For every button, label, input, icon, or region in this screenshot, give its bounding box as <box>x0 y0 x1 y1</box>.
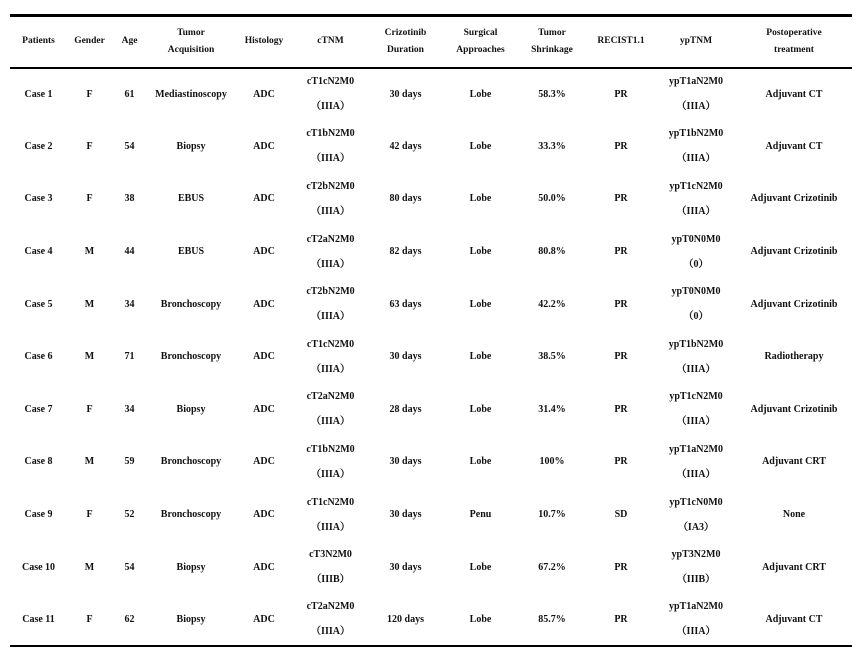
cell-gender: F <box>86 193 93 205</box>
cell-age: 52 <box>124 509 135 521</box>
cell-ctnm-code: cT2bN2M0 <box>306 286 355 298</box>
table-header <box>10 16 852 68</box>
cell-ctnm-code: cT1bN2M0 <box>306 128 355 140</box>
cell-postoperative-treatment: Adjuvant Crizotinib <box>750 246 838 258</box>
cell-postoperative-treatment: Adjuvant CT <box>765 88 823 100</box>
header-line: ypTNM <box>679 36 713 47</box>
cell-ctnm-code: cT2aN2M0 <box>306 391 355 403</box>
header-line: Surgical <box>463 27 498 38</box>
cell-gender: F <box>86 509 93 521</box>
cell-ctnm-code: cT2bN2M0 <box>306 180 355 192</box>
header-histology <box>235 16 293 68</box>
header-line: Duration <box>387 44 424 55</box>
cell-gender: F <box>86 140 93 152</box>
cell-recist: PR <box>614 403 628 415</box>
cell-postoperative-treatment: None <box>782 509 806 521</box>
cell-yptnm-code: ypT1aN2M0 <box>669 601 723 613</box>
cell-crizotinib-duration: 80 days <box>389 193 422 205</box>
cell-yptnm-stage: （IIIA） <box>676 205 716 217</box>
cell-yptnm-stage: （IIIA） <box>676 153 716 165</box>
cell-yptnm-stage: （IIIB） <box>676 574 716 586</box>
header-line: Approaches <box>456 44 505 55</box>
cell-yptnm-stage: （IIIA） <box>676 468 716 480</box>
cell-surgical-approach: Lobe <box>469 140 492 152</box>
cell-patient: Case 10 <box>21 561 56 573</box>
header-line: Crizotinib <box>384 27 427 38</box>
cell-gender: M <box>84 246 95 258</box>
header-line: RECIST1.1 <box>597 36 645 47</box>
table-row <box>10 541 852 594</box>
header-line: Gender <box>74 36 105 47</box>
cell-recist: PR <box>614 351 628 363</box>
header-line: cTNM <box>317 36 344 47</box>
cell-recist: PR <box>586 593 656 646</box>
cell-ctnm-stage: （IIIA） <box>311 101 350 113</box>
cell-recist: PR <box>614 193 628 205</box>
header-ctnm <box>293 16 368 68</box>
cell-tumor-acquisition: Biopsy <box>176 140 206 152</box>
cell-postoperative-treatment: Adjuvant Crizotinib <box>750 298 838 310</box>
cell-ctnm <box>293 330 368 383</box>
cell-patient: Case 1 <box>24 88 53 100</box>
cell-yptnm-code: ypT1aN2M0 <box>669 443 723 455</box>
header-line: Postoperative <box>766 27 822 38</box>
header-postoperative-treatment <box>736 16 852 68</box>
cell-surgical-approach: Lobe <box>469 403 492 415</box>
cell-surgical-approach: Penu <box>469 509 492 521</box>
table-row <box>10 173 852 226</box>
cell-ctnm <box>293 541 368 594</box>
cell-gender: M <box>84 456 95 468</box>
cell-tumor-acquisition: Bronchoscopy <box>160 509 222 521</box>
cell-yptnm-code: ypT1bN2M0 <box>668 128 724 140</box>
cell-postoperative-treatment: Adjuvant CRT <box>762 561 826 573</box>
cell-age: 38 <box>124 193 135 205</box>
cell-histology: ADC <box>253 193 275 205</box>
cell-recist: PR <box>614 456 628 468</box>
cell-yptnm-code: ypT0N0M0 <box>671 286 721 298</box>
cell-surgical-approach: Lobe <box>469 193 492 205</box>
cell-yptnm-code: ypT1cN2M0 <box>669 180 723 192</box>
header-row <box>10 16 852 68</box>
cell-tumor-shrinkage: 10.7% <box>538 509 566 521</box>
header-line: Age <box>121 36 138 47</box>
cell-ctnm-code: cT1bN2M0 <box>306 443 355 455</box>
cell-tumor-shrinkage: 100% <box>539 456 565 468</box>
cell-surgical-approach: Lobe <box>469 88 492 100</box>
cell-yptnm <box>656 436 736 489</box>
cell-gender: M <box>84 298 95 310</box>
table-row <box>10 330 852 383</box>
cell-histology: ADC <box>253 403 275 415</box>
header-yptnm <box>656 16 736 68</box>
cell-patient: Case 11 <box>10 593 67 646</box>
cell-yptnm-code: ypT1bN2M0 <box>668 338 724 350</box>
cell-recist: PR <box>614 88 628 100</box>
cell-yptnm <box>656 488 736 541</box>
cell-age: 62 <box>112 593 147 646</box>
cell-yptnm <box>656 593 736 646</box>
cell-crizotinib-duration: 30 days <box>389 88 422 100</box>
cell-yptnm <box>656 383 736 436</box>
cell-ctnm-stage: （IIIA） <box>311 311 350 323</box>
cell-crizotinib-duration: 63 days <box>389 298 422 310</box>
cell-crizotinib-duration: 28 days <box>389 403 422 415</box>
cell-yptnm <box>656 120 736 173</box>
cell-tumor-acquisition: Bronchoscopy <box>160 351 222 363</box>
header-recist <box>586 16 656 68</box>
cell-age: 54 <box>124 140 135 152</box>
cell-yptnm-stage: （0） <box>683 311 709 323</box>
header-line: Tumor <box>538 27 566 38</box>
cell-tumor-acquisition: Bronchoscopy <box>160 456 222 468</box>
cell-ctnm-stage: （IIIA） <box>311 626 350 638</box>
header-line: treatment <box>774 44 814 55</box>
cell-ctnm-code: cT1cN2M0 <box>306 496 355 508</box>
cell-ctnm <box>293 120 368 173</box>
table-row <box>10 488 852 541</box>
cell-crizotinib-duration: 30 days <box>389 456 422 468</box>
cell-tumor-acquisition: Mediastinoscopy <box>155 88 227 100</box>
cell-recist: SD <box>614 509 628 521</box>
cell-postoperative-treatment: Adjuvant CT <box>765 140 823 152</box>
cell-ctnm <box>293 383 368 436</box>
cell-age: 61 <box>124 88 135 100</box>
cell-ctnm-stage: （IIIB） <box>311 574 350 586</box>
header-line: Acquisition <box>167 44 215 55</box>
cell-histology: ADC <box>235 593 293 646</box>
cell-crizotinib-duration: 30 days <box>389 509 422 521</box>
cell-histology: ADC <box>253 298 275 310</box>
cell-tumor-shrinkage: 33.3% <box>538 140 566 152</box>
cell-yptnm <box>656 278 736 331</box>
cell-crizotinib-duration: 120 days <box>368 593 443 646</box>
cell-gender: M <box>84 561 95 573</box>
cell-ctnm-code: cT1cN2M0 <box>306 76 355 88</box>
cell-postoperative-treatment: Adjuvant CT <box>736 593 852 646</box>
cell-histology: ADC <box>253 246 275 258</box>
cell-yptnm <box>656 173 736 226</box>
cell-yptnm-stage: （0） <box>683 258 709 270</box>
cell-gender: F <box>67 593 112 646</box>
cell-surgical-approach: Lobe <box>469 246 492 258</box>
cell-age: 59 <box>124 456 135 468</box>
header-surgical-approaches <box>443 16 518 68</box>
cell-postoperative-treatment: Adjuvant Crizotinib <box>750 403 838 415</box>
cell-tumor-shrinkage: 58.3% <box>538 88 566 100</box>
cell-patient: Case 2 <box>24 140 53 152</box>
header-line: Histology <box>244 36 284 47</box>
cell-ctnm-stage: （IIIA） <box>311 258 350 270</box>
cell-patient: Case 4 <box>24 246 53 258</box>
header-gender <box>67 16 112 68</box>
cell-age: 44 <box>124 246 135 258</box>
cell-ctnm-stage: （IIIA） <box>311 205 350 217</box>
table-row <box>10 436 852 489</box>
table-body <box>10 68 852 647</box>
cell-tumor-acquisition: Biopsy <box>176 561 206 573</box>
cell-recist: PR <box>614 140 628 152</box>
cell-yptnm-stage: （IIIA） <box>676 416 716 428</box>
cell-patient: Case 7 <box>24 403 53 415</box>
cell-yptnm-code: ypT1cN0M0 <box>669 496 723 508</box>
header-line: Patients <box>22 36 55 47</box>
cell-histology: ADC <box>253 140 275 152</box>
table-row <box>10 278 852 331</box>
header-crizotinib-duration <box>368 16 443 68</box>
cell-yptnm-code: ypT1cN2M0 <box>669 391 723 403</box>
cell-histology: ADC <box>253 456 275 468</box>
cell-patient: Case 5 <box>24 298 53 310</box>
cell-tumor-shrinkage: 42.2% <box>538 298 566 310</box>
cell-ctnm-stage: （IIIA） <box>311 468 350 480</box>
cell-age: 71 <box>124 351 135 363</box>
cell-tumor-shrinkage: 85.7% <box>518 593 586 646</box>
cell-tumor-shrinkage: 38.5% <box>538 351 566 363</box>
cell-postoperative-treatment: Adjuvant CRT <box>762 456 826 468</box>
header-tumor-acquisition <box>147 16 235 68</box>
cell-patient: Case 9 <box>24 509 53 521</box>
cell-tumor-shrinkage: 80.8% <box>538 246 566 258</box>
table-row <box>10 68 852 121</box>
cell-tumor-acquisition: Bronchoscopy <box>160 298 222 310</box>
cell-yptnm-stage: （IIIA） <box>676 363 716 375</box>
cell-surgical-approach: Lobe <box>469 298 492 310</box>
cell-ctnm-code: cT1cN2M0 <box>306 338 355 350</box>
cell-crizotinib-duration: 30 days <box>389 351 422 363</box>
cell-ctnm-code: cT3N2M0 <box>309 549 352 561</box>
cell-recist: PR <box>614 246 628 258</box>
cell-ctnm-stage: （IIIA） <box>311 521 350 533</box>
cell-yptnm <box>656 330 736 383</box>
cell-recist: PR <box>614 298 628 310</box>
cell-surgical-approach: Lobe <box>443 593 518 646</box>
cell-yptnm <box>656 225 736 278</box>
cell-yptnm-stage: （IIIA） <box>676 101 716 113</box>
cell-tumor-shrinkage: 50.0% <box>538 193 566 205</box>
cell-tumor-acquisition: Biopsy <box>147 593 235 646</box>
cell-yptnm <box>656 541 736 594</box>
cell-ctnm-stage: （IIIA） <box>311 416 350 428</box>
cell-ctnm-stage: （IIIA） <box>311 363 350 375</box>
table-row <box>10 120 852 173</box>
header-tumor-shrinkage <box>518 16 586 68</box>
cell-patient: Case 6 <box>24 351 53 363</box>
header-line: Shrinkage <box>531 44 573 55</box>
clinical-table-container <box>10 14 852 647</box>
header-line: Tumor <box>177 27 205 38</box>
cell-yptnm-code: ypT1aN2M0 <box>669 76 723 88</box>
cell-histology: ADC <box>253 88 275 100</box>
header-age <box>112 16 147 68</box>
cell-patient: Case 8 <box>24 456 53 468</box>
cell-age: 54 <box>124 561 135 573</box>
cell-surgical-approach: Lobe <box>469 351 492 363</box>
cell-ctnm <box>293 436 368 489</box>
cell-ctnm <box>293 488 368 541</box>
cell-ctnm <box>293 278 368 331</box>
cell-age: 34 <box>124 403 135 415</box>
cell-tumor-acquisition: EBUS <box>177 246 205 258</box>
cell-crizotinib-duration: 42 days <box>389 140 422 152</box>
header-patients <box>10 16 67 68</box>
cell-gender: F <box>86 403 93 415</box>
cell-surgical-approach: Lobe <box>469 561 492 573</box>
cell-histology: ADC <box>253 509 275 521</box>
cell-tumor-acquisition: EBUS <box>177 193 205 205</box>
cell-surgical-approach: Lobe <box>469 456 492 468</box>
cell-recist: PR <box>614 561 628 573</box>
cell-ctnm-code: cT2aN2M0 <box>306 601 355 613</box>
table-row <box>10 225 852 278</box>
cell-tumor-acquisition: Biopsy <box>176 403 206 415</box>
cell-postoperative-treatment: Adjuvant Crizotinib <box>750 193 838 205</box>
cell-ctnm <box>293 593 368 646</box>
cell-yptnm-stage: （IIIA） <box>676 626 716 638</box>
cell-yptnm <box>656 68 736 121</box>
cell-ctnm-code: cT2aN2M0 <box>306 233 355 245</box>
cell-yptnm-stage: （IA3） <box>677 521 715 533</box>
cell-histology: ADC <box>253 561 275 573</box>
cell-patient: Case 3 <box>24 193 53 205</box>
table-row <box>10 593 852 646</box>
cell-ctnm-stage: （IIIA） <box>311 153 350 165</box>
cell-crizotinib-duration: 30 days <box>389 561 422 573</box>
cell-age: 34 <box>124 298 135 310</box>
cell-ctnm <box>293 68 368 121</box>
cell-yptnm-code: ypT3N2M0 <box>671 549 721 561</box>
cell-gender: M <box>84 351 95 363</box>
cell-crizotinib-duration: 82 days <box>389 246 422 258</box>
cell-ctnm <box>293 173 368 226</box>
clinical-characteristics-table <box>10 14 852 647</box>
cell-postoperative-treatment: Radiotherapy <box>764 351 824 363</box>
cell-tumor-shrinkage: 31.4% <box>538 403 566 415</box>
cell-tumor-shrinkage: 67.2% <box>538 561 566 573</box>
cell-histology: ADC <box>253 351 275 363</box>
table-row <box>10 383 852 436</box>
cell-yptnm-code: ypT0N0M0 <box>671 233 721 245</box>
cell-gender: F <box>86 88 93 100</box>
cell-ctnm <box>293 225 368 278</box>
